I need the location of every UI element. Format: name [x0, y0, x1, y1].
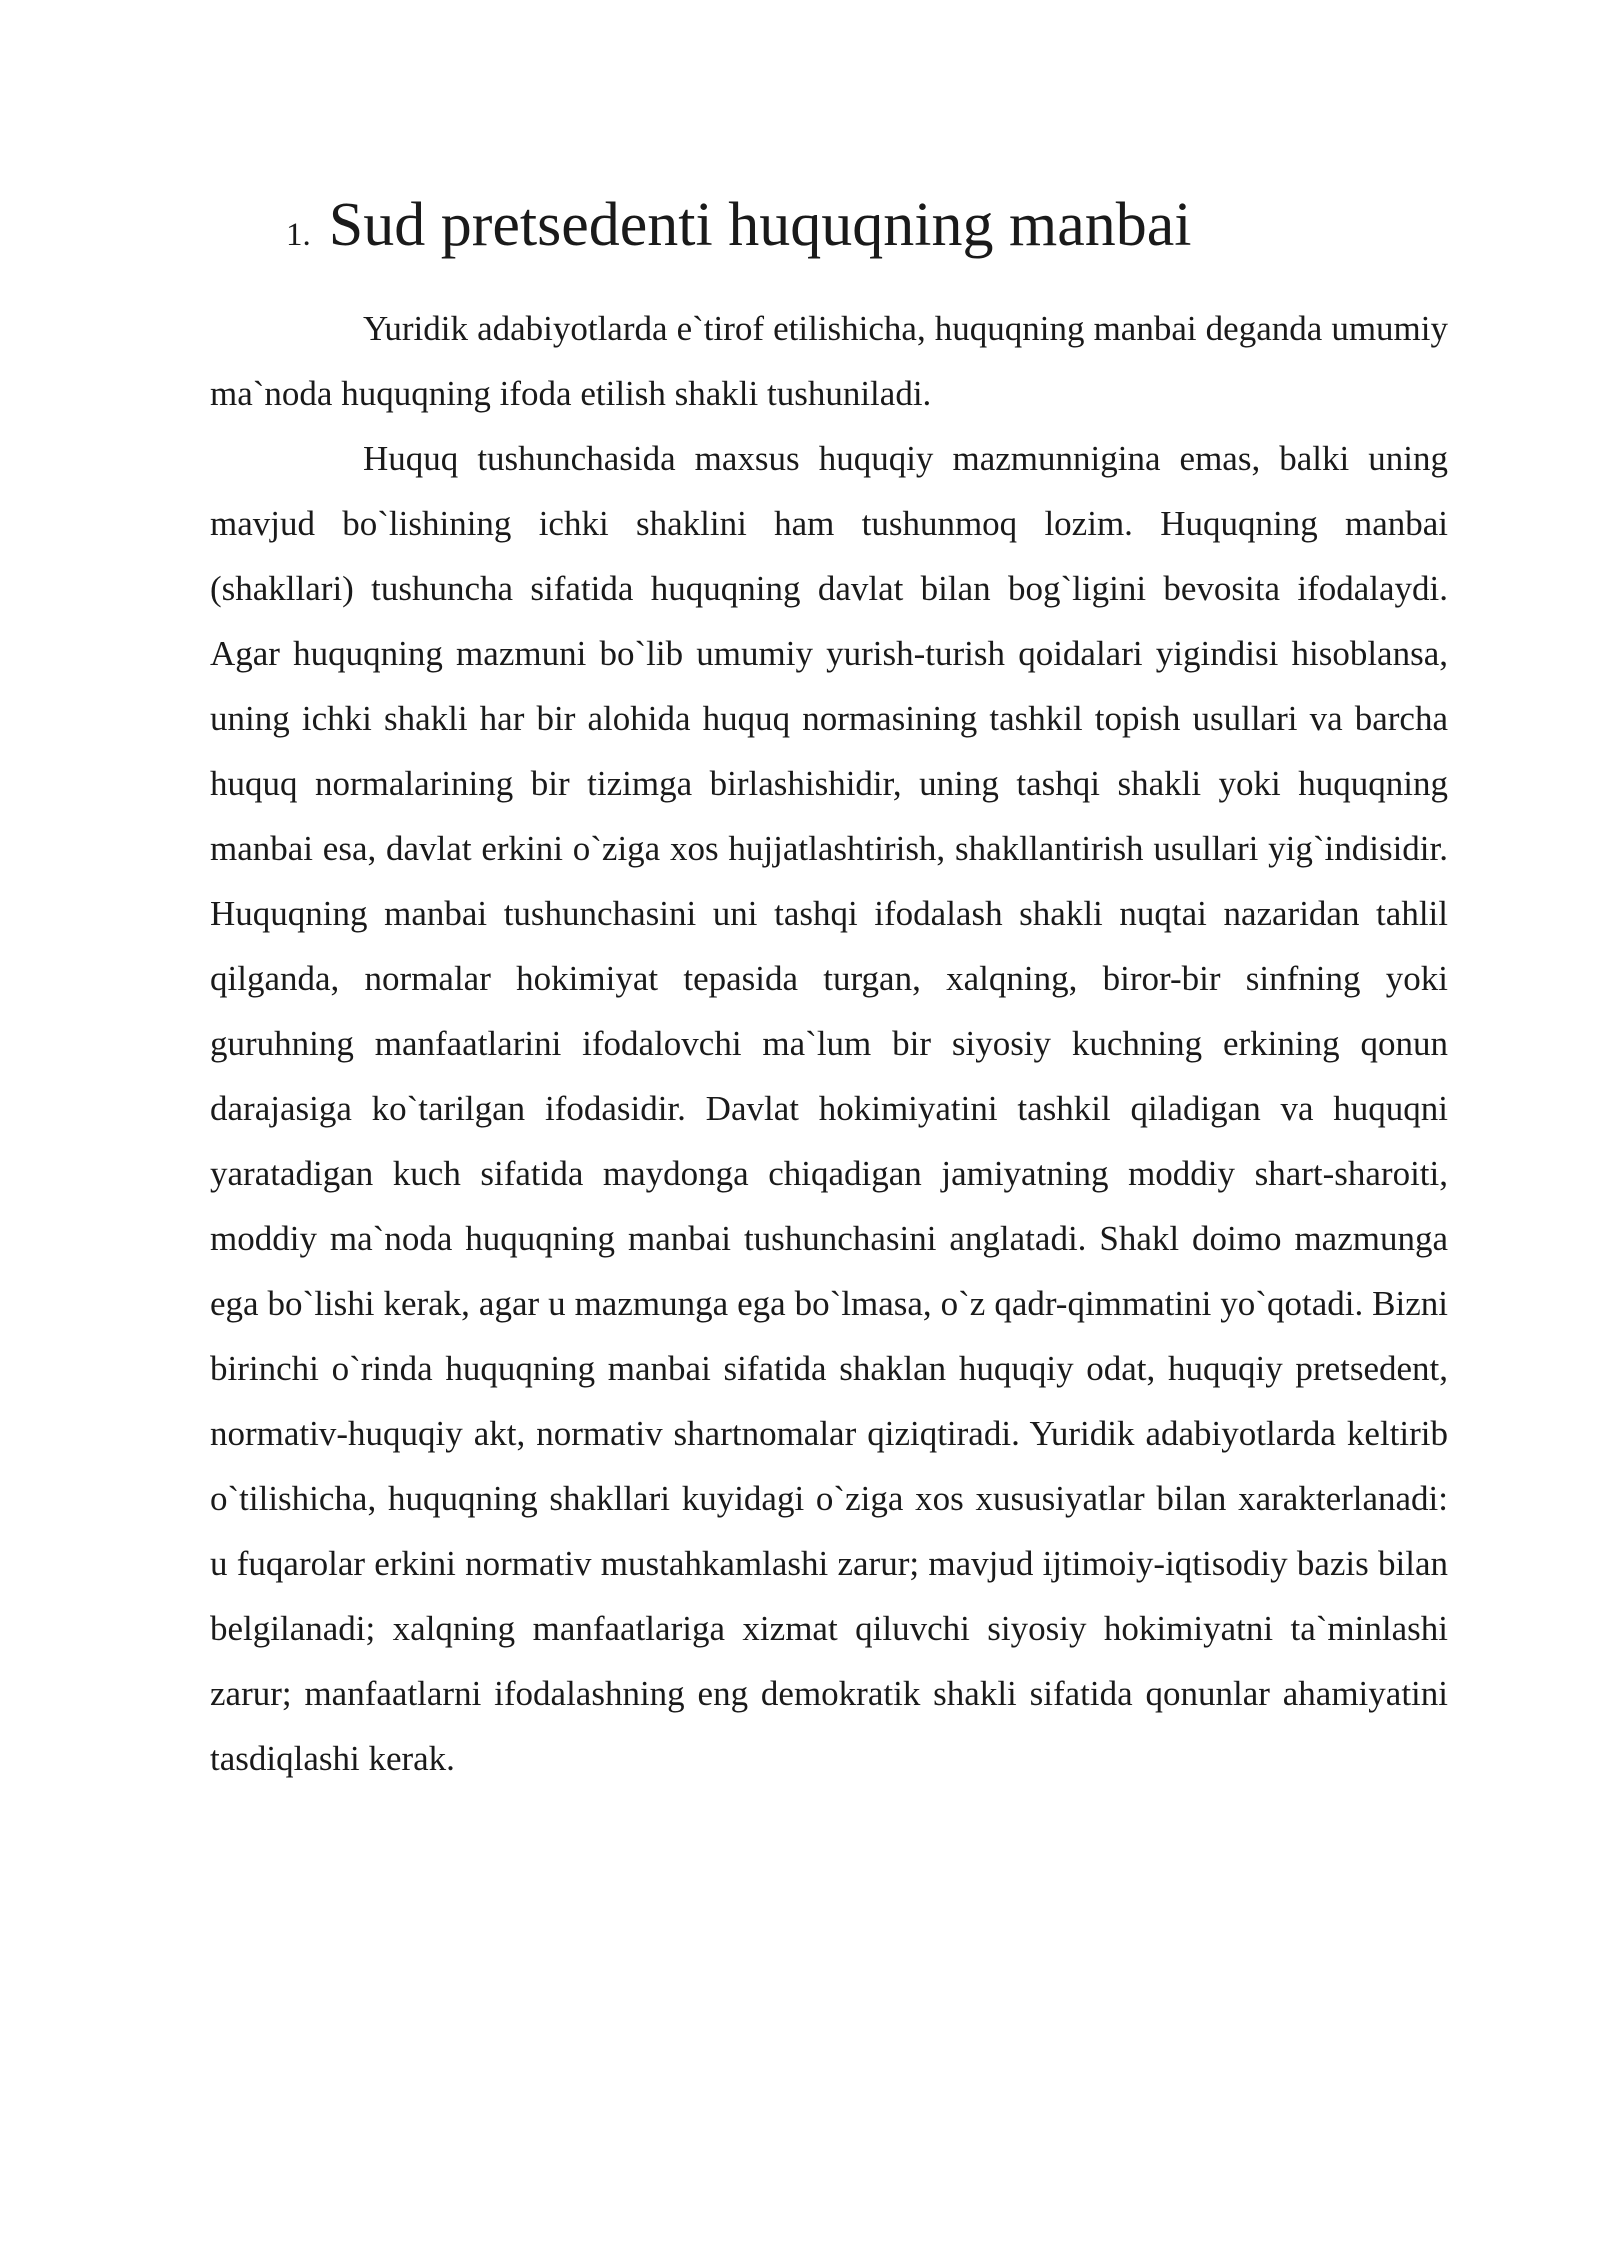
heading-title: Sud pretsedenti huquqning manbai [328, 191, 1192, 259]
paragraph-1: Yuridik adabiyotlarda e`tirof etilishicha, huquqning manbai deganda umumiy ma`noda huquqning ifoda etilish shakli tushuniladi. [210, 309, 1448, 413]
paragraph-2: Huquq tushunchasida maxsus huquqiy mazmunnigina emas, balki uning mavjud bo`lishining ichki shaklini ham tushunmoq lozim. Huquqning manbai (shakllari) tushuncha sifatida huquqning davlat bilan bog`ligini bevosita ifodalaydi. Agar huquqning mazmuni bo`lib umumiy yurish-turish qoidalari yigindisi hisoblansa, uning ichki shakli har bir alohida huquq normasining tashkil topish usullari va barcha huquq normalarining bir tizimga birlashishidir, uning tashqi shakli yoki huquqning manbai esa, davlat erkini o`ziga xos hujjatlashtirish, shakllantirish usullari yig`indisidir. Huquqning manbai tushunchasini uni tashqi ifodalash shakli nuqtai nazaridan tahlil qilganda, normalar hokimiyat tepasida turgan, xalqning, biror-bir sinfning yoki guruhning manfaatlarini ifodalovchi ma`lum bir siyosiy kuchning erkining qonun darajasiga ko`tarilgan ifodasidir. Davlat hokimiyatini tashkil qiladigan va huquqni yaratadigan kuch sifatida maydonga chiqadigan jamiyatning moddiy shart-sharoiti, moddiy ma`noda huquqning manbai tushunchasini anglatadi. Shakl doimo mazmunga ega bo`lishi kerak, agar u mazmunga ega bo`lmasa, o`z qadr-qimmatini yo`qotadi. Bizni birinchi o`rinda huquqning manbai sifatida shaklan huquqiy odat, huquqiy pretsedent, normativ-huquqiy akt, normativ shartnomalar qiziqtiradi. Yuridik adabiyotlarda keltirib o`tilishicha, huquqning shakllari kuyidagi o`ziga xos xususiyatlar bilan xarakterlanadi: u fuqarolar erkini normativ mustahkamlashi zarur; mavjud ijtimoiy-iqtisodiy bazis bilan belgilanadi; xalqning manfaatlariga xizmat qiluvchi siyosiy hokimiyatni ta`minlashi zarur; manfaatlarni ifodalashning eng demokratik shakli sifatida qonunlar ahamiyatini tasdiqlashi kerak. [210, 439, 1448, 1778]
heading-number: 1. [286, 217, 311, 253]
body-text [210, 296, 1448, 1791]
section-heading [286, 188, 1191, 262]
